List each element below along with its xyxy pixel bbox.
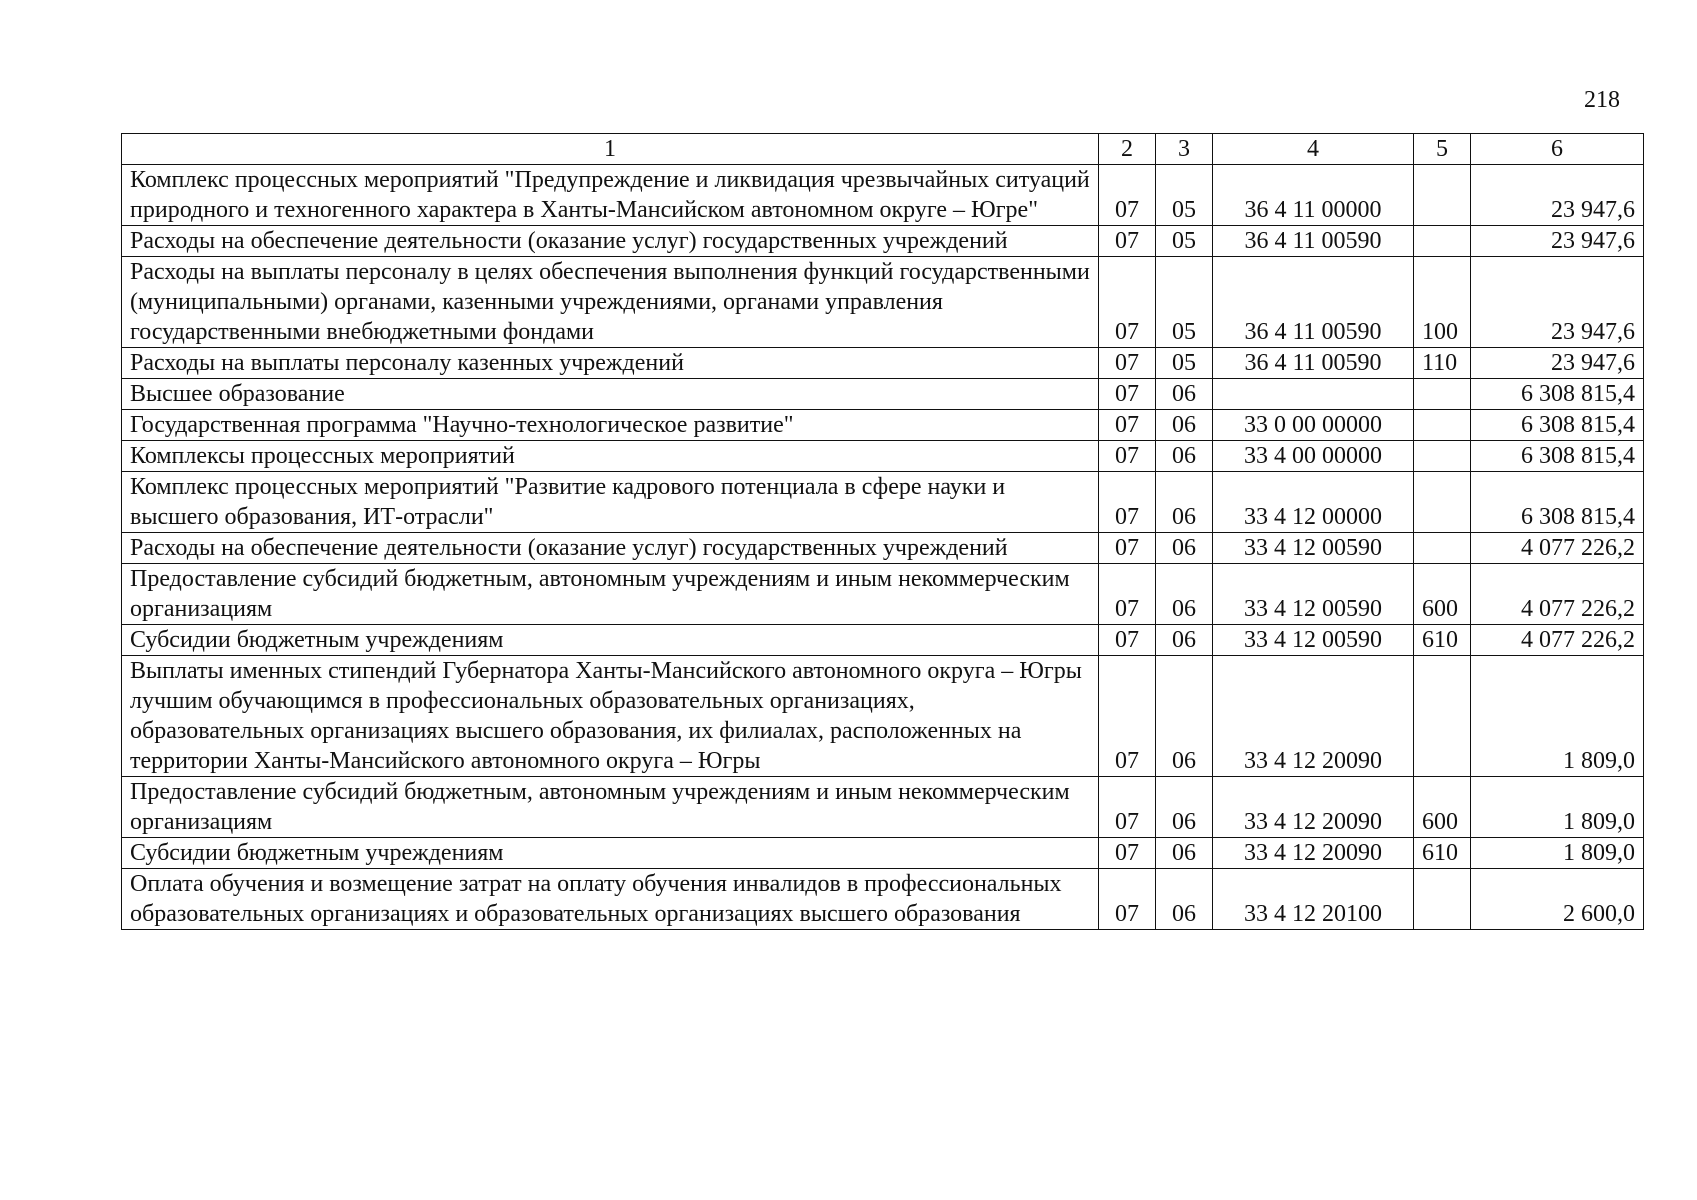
row-section-cell: 07 (1099, 656, 1156, 777)
budget-table (121, 133, 1644, 930)
row-subsection-cell: 05 (1156, 348, 1213, 379)
row-name-cell: Комплексы процессных мероприятий (122, 441, 1099, 472)
header-cell-2: 2 (1099, 134, 1156, 165)
row-amount-cell: 6 308 815,4 (1471, 472, 1644, 533)
row-subsection-cell: 06 (1156, 533, 1213, 564)
row-amount-cell: 4 077 226,2 (1471, 564, 1644, 625)
row-expense-type-cell (1414, 472, 1471, 533)
row-section-cell: 07 (1099, 379, 1156, 410)
table-row (122, 441, 1644, 472)
table-row (122, 257, 1644, 348)
row-expense-type-cell: 100 (1414, 257, 1471, 348)
row-name-cell: Предоставление субсидий бюджетным, автономным учреждениям и иным некоммерческим организациям (122, 777, 1099, 838)
row-name-cell: Оплата обучения и возмещение затрат на оплату обучения инвалидов в профессиональных образовательных организациях и образовательных организациях высшего образования (122, 869, 1099, 930)
row-section-cell: 07 (1099, 564, 1156, 625)
row-target-code-cell: 33 4 12 00590 (1213, 564, 1414, 625)
row-name-cell: Расходы на обеспечение деятельности (оказание услуг) государственных учреждений (122, 533, 1099, 564)
row-section-cell: 07 (1099, 869, 1156, 930)
row-expense-type-cell (1414, 533, 1471, 564)
row-amount-cell: 6 308 815,4 (1471, 410, 1644, 441)
row-target-code-cell: 33 4 12 00590 (1213, 625, 1414, 656)
row-name-cell: Комплекс процессных мероприятий "Развитие кадрового потенциала в сфере науки и высшего образования, ИТ-отрасли" (122, 472, 1099, 533)
row-expense-type-cell (1414, 379, 1471, 410)
table-row (122, 379, 1644, 410)
row-amount-cell: 23 947,6 (1471, 257, 1644, 348)
row-amount-cell: 23 947,6 (1471, 348, 1644, 379)
header-row (122, 134, 1644, 165)
row-section-cell: 07 (1099, 777, 1156, 838)
row-section-cell: 07 (1099, 410, 1156, 441)
row-subsection-cell: 06 (1156, 564, 1213, 625)
row-subsection-cell: 06 (1156, 656, 1213, 777)
row-amount-cell: 23 947,6 (1471, 226, 1644, 257)
row-subsection-cell: 06 (1156, 472, 1213, 533)
row-expense-type-cell (1414, 165, 1471, 226)
table-row (122, 625, 1644, 656)
row-amount-cell: 1 809,0 (1471, 838, 1644, 869)
row-subsection-cell: 06 (1156, 379, 1213, 410)
table-row (122, 869, 1644, 930)
row-expense-type-cell (1414, 226, 1471, 257)
row-section-cell: 07 (1099, 165, 1156, 226)
table-row (122, 656, 1644, 777)
row-section-cell: 07 (1099, 441, 1156, 472)
header-cell-6: 6 (1471, 134, 1644, 165)
row-target-code-cell: 33 4 12 00000 (1213, 472, 1414, 533)
row-target-code-cell: 36 4 11 00590 (1213, 348, 1414, 379)
header-cell-1: 1 (122, 134, 1099, 165)
table-row (122, 838, 1644, 869)
row-amount-cell: 4 077 226,2 (1471, 533, 1644, 564)
row-expense-type-cell (1414, 410, 1471, 441)
row-subsection-cell: 05 (1156, 165, 1213, 226)
row-subsection-cell: 06 (1156, 838, 1213, 869)
row-expense-type-cell: 600 (1414, 564, 1471, 625)
row-expense-type-cell: 610 (1414, 625, 1471, 656)
page-number: 218 (1584, 87, 1620, 113)
table-row (122, 410, 1644, 441)
row-amount-cell: 1 809,0 (1471, 656, 1644, 777)
row-subsection-cell: 05 (1156, 226, 1213, 257)
row-target-code-cell: 33 0 00 00000 (1213, 410, 1414, 441)
row-name-cell: Высшее образование (122, 379, 1099, 410)
row-expense-type-cell: 610 (1414, 838, 1471, 869)
row-target-code-cell: 36 4 11 00590 (1213, 226, 1414, 257)
row-amount-cell: 23 947,6 (1471, 165, 1644, 226)
row-name-cell: Предоставление субсидий бюджетным, автономным учреждениям и иным некоммерческим организациям (122, 564, 1099, 625)
row-amount-cell: 6 308 815,4 (1471, 441, 1644, 472)
row-subsection-cell: 06 (1156, 625, 1213, 656)
row-name-cell: Субсидии бюджетным учреждениям (122, 625, 1099, 656)
row-expense-type-cell: 110 (1414, 348, 1471, 379)
row-target-code-cell: 36 4 11 00000 (1213, 165, 1414, 226)
row-target-code-cell (1213, 379, 1414, 410)
row-expense-type-cell (1414, 656, 1471, 777)
row-subsection-cell: 05 (1156, 257, 1213, 348)
row-target-code-cell: 33 4 12 20090 (1213, 656, 1414, 777)
row-target-code-cell: 33 4 12 20090 (1213, 777, 1414, 838)
row-target-code-cell: 33 4 00 00000 (1213, 441, 1414, 472)
row-subsection-cell: 06 (1156, 869, 1213, 930)
row-target-code-cell: 33 4 12 20100 (1213, 869, 1414, 930)
header-cell-4: 4 (1213, 134, 1414, 165)
row-section-cell: 07 (1099, 226, 1156, 257)
row-expense-type-cell (1414, 869, 1471, 930)
row-section-cell: 07 (1099, 257, 1156, 348)
row-target-code-cell: 33 4 12 20090 (1213, 838, 1414, 869)
row-subsection-cell: 06 (1156, 777, 1213, 838)
row-target-code-cell: 33 4 12 00590 (1213, 533, 1414, 564)
row-target-code-cell: 36 4 11 00590 (1213, 257, 1414, 348)
row-name-cell: Расходы на выплаты персоналу казенных учреждений (122, 348, 1099, 379)
row-section-cell: 07 (1099, 625, 1156, 656)
row-name-cell: Расходы на выплаты персоналу в целях обеспечения выполнения функций государственными (муниципальными) органами, казенными учреждениями, органами управления государственными внебюджетными фондами (122, 257, 1099, 348)
table-row (122, 348, 1644, 379)
row-name-cell: Государственная программа "Научно-технологическое развитие" (122, 410, 1099, 441)
table-row (122, 564, 1644, 625)
row-name-cell: Комплекс процессных мероприятий "Предупреждение и ликвидация чрезвычайных ситуаций природного и техногенного характера в Ханты-Мансийском автономном округе – Югре" (122, 165, 1099, 226)
row-section-cell: 07 (1099, 348, 1156, 379)
row-section-cell: 07 (1099, 838, 1156, 869)
row-name-cell: Субсидии бюджетным учреждениям (122, 838, 1099, 869)
row-amount-cell: 1 809,0 (1471, 777, 1644, 838)
header-cell-3: 3 (1156, 134, 1213, 165)
table-row (122, 472, 1644, 533)
table-row (122, 533, 1644, 564)
row-name-cell: Выплаты именных стипендий Губернатора Ханты-Мансийского автономного округа – Югры лучшим обучающимся в профессиональных образовательных организациях, образовательных организациях высшего образования, их филиалах, расположенных на территории Ханты-Мансийского автономного округа – Югры (122, 656, 1099, 777)
row-section-cell: 07 (1099, 472, 1156, 533)
row-amount-cell: 4 077 226,2 (1471, 625, 1644, 656)
row-section-cell: 07 (1099, 533, 1156, 564)
table-row (122, 226, 1644, 257)
row-subsection-cell: 06 (1156, 441, 1213, 472)
table-row (122, 165, 1644, 226)
row-expense-type-cell: 600 (1414, 777, 1471, 838)
row-subsection-cell: 06 (1156, 410, 1213, 441)
row-expense-type-cell (1414, 441, 1471, 472)
row-amount-cell: 2 600,0 (1471, 869, 1644, 930)
table-row (122, 777, 1644, 838)
row-amount-cell: 6 308 815,4 (1471, 379, 1644, 410)
row-name-cell: Расходы на обеспечение деятельности (оказание услуг) государственных учреждений (122, 226, 1099, 257)
header-cell-5: 5 (1414, 134, 1471, 165)
